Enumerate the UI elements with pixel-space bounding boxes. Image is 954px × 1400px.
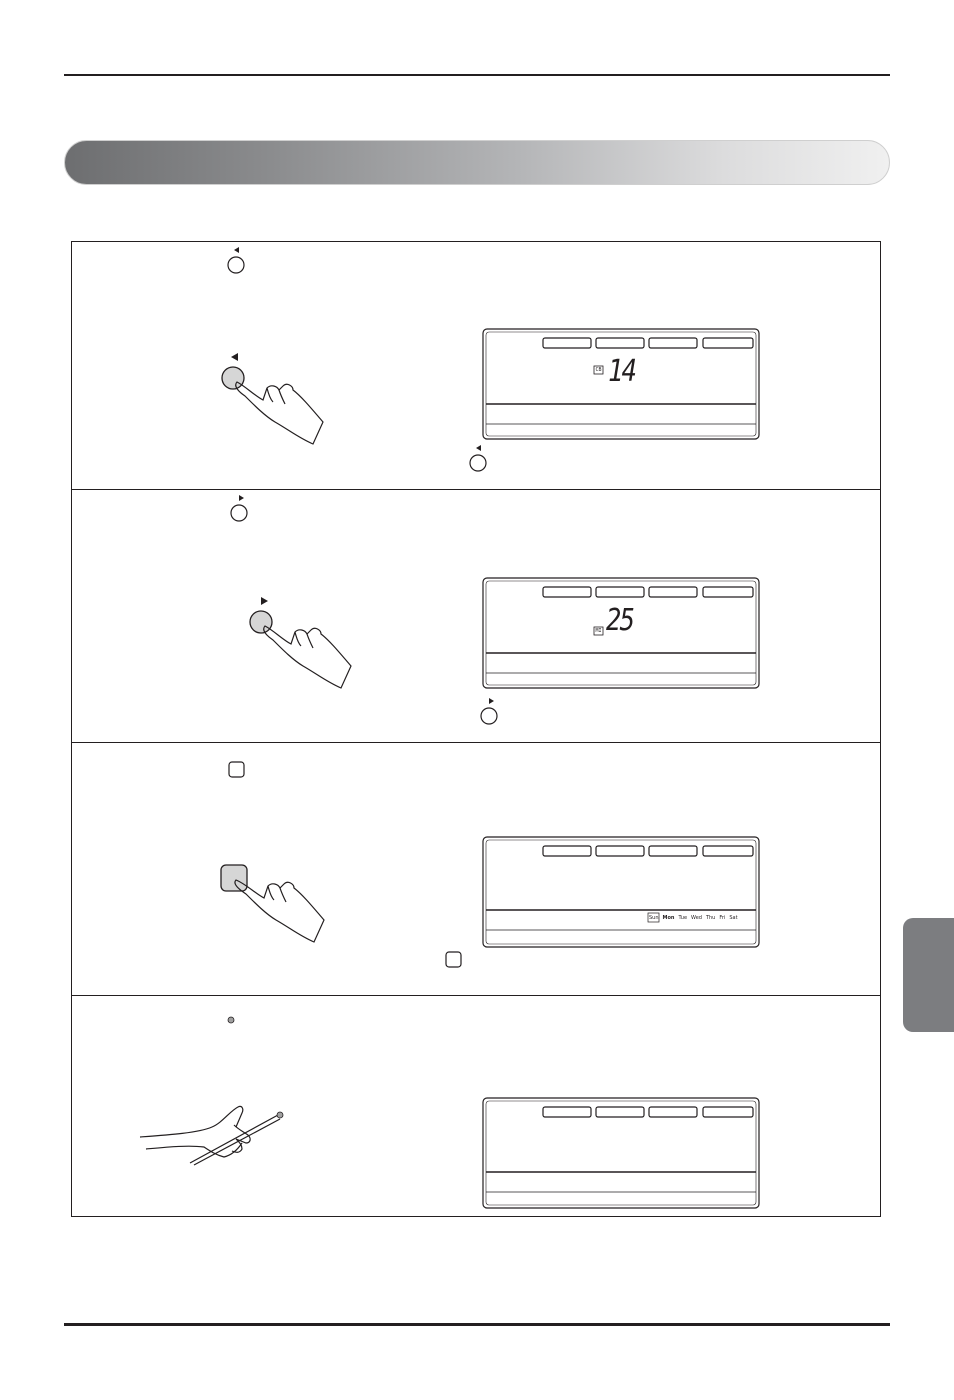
lcd-display [482, 836, 760, 948]
weekday-fri: Fri [719, 915, 726, 921]
hand-pressing-left-arrow-button-icon [215, 352, 335, 452]
hand-holding-pen-icon [138, 1103, 288, 1165]
footer-rule [64, 1323, 890, 1326]
left-arrow-button-icon [468, 446, 490, 474]
lcd-digits: 25 [606, 603, 634, 638]
weekday-tue: Tue [678, 915, 688, 921]
step-divider [71, 489, 881, 490]
square-button-icon [228, 761, 246, 779]
chapter-side-tab [903, 918, 954, 1032]
right-arrow-button-icon [479, 699, 501, 727]
weekday-row [649, 913, 749, 923]
lcd-digits: 14 [608, 354, 636, 389]
weekday-sat: Sat [729, 915, 738, 921]
weekday-wed: Wed [691, 915, 702, 921]
right-arrow-button-icon [229, 496, 251, 524]
hand-pressing-square-button-icon [218, 858, 338, 958]
weekday-mon: Mon [662, 915, 675, 921]
step-divider [71, 742, 881, 743]
lcd-display [482, 1097, 760, 1209]
step-divider [71, 995, 881, 996]
header-rule [64, 74, 890, 76]
reset-pinhole-icon [227, 1016, 235, 1024]
section-title-banner [64, 140, 890, 185]
lcd-indicator: MI [595, 628, 602, 634]
lcd-indicator: CB [595, 367, 602, 373]
square-button-icon [445, 951, 463, 969]
left-arrow-button-icon [226, 248, 248, 276]
weekday-thu: Thu [705, 915, 716, 921]
weekday-sun: Sun [649, 915, 659, 921]
hand-pressing-right-arrow-button-icon [243, 596, 363, 696]
